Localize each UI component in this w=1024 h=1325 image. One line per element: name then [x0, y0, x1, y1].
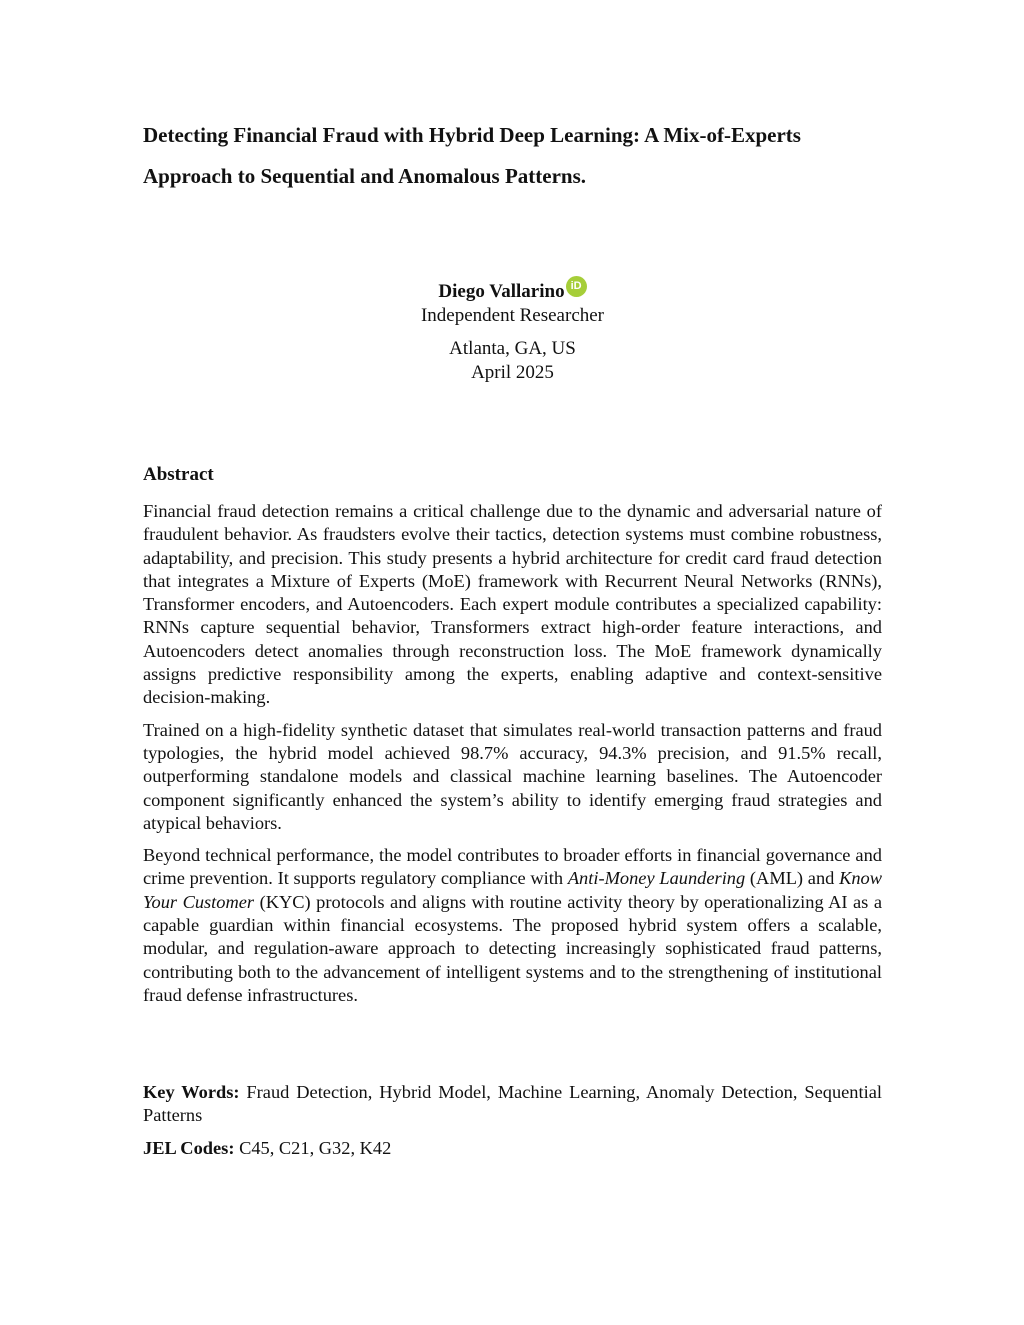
abstract-heading: Abstract	[143, 464, 214, 485]
keywords-label: Key Words:	[143, 1082, 240, 1102]
keywords	[143, 1081, 882, 1128]
jel-label: JEL Codes:	[143, 1138, 235, 1158]
abstract-paragraph-2: Trained on a high-fidelity synthetic dataset that simulates real-world transaction patterns and fraud typologies, the hybrid model achieved 98.7% accuracy, 94.3% precision, and 91.5% recall, outperforming standalone models and classical machine learning baselines. The Autoencoder component significantly enhanced the system’s ability to identify emerging fraud strategies and atypical behaviors.	[143, 719, 882, 833]
abstract-p3-text-c: (KYC) protocols and aligns with routine activity theory by operationalizing AI as a capable guardian within financial ecosystems. The proposed hybrid system offers a scalable, modular, and regulation-aware approach to detecting increasingly sophisticated fraud patterns, contributing both to the advancement of intelligent systems and to the strengthening of institutional fraud defense infrastructures.	[143, 891, 882, 1005]
abstract-p3-text-a: Beyond technical performance, the model contributes to broader efforts in financial governance and crime prevention. It supports regulatory compliance with	[143, 845, 882, 889]
paper-title: Detecting Financial Fraud with Hybrid Deep Learning: A Mix-of-Experts Approach to Sequential and Anomalous Patterns.	[143, 123, 801, 188]
orcid-icon[interactable]: iD	[566, 276, 587, 297]
abstract-p3-text-b: (AML) and	[745, 868, 840, 889]
abstract-paragraph-1: Financial fraud detection remains a critical challenge due to the dynamic and adversarial nature of fraudulent behavior. As fraudsters evolve their tactics, detection systems must combine robustness, adaptability, and precision. This study presents a hybrid architecture for credit card fraud detection that integrates a Mixture of Experts (MoE) framework with Recurrent Neural Networks (RNNs), Transformer encoders, and Autoencoders. Each expert module contributes a specialized capability: RNNs capture sequential behavior, Transformers extract high-order feature interactions, and Autoencoders detect anomalies through reconstruction loss. The MoE framework dynamically assigns predictive responsibility among the experts, enabling adaptive and context-sensitive decision-making.	[143, 501, 882, 708]
author-line	[438, 280, 586, 304]
aml-term: Anti-Money Laundering	[567, 868, 746, 889]
author-block	[143, 280, 882, 385]
author-name: Diego Vallarino	[438, 281, 565, 302]
kyc-term: Know Your Customer	[143, 868, 883, 912]
abstract-body	[143, 500, 882, 1016]
author-affiliation: Independent Researcher	[420, 305, 605, 326]
publication-date: April 2025	[471, 362, 554, 383]
abstract-paragraph-3	[143, 844, 882, 1007]
jel-codes	[143, 1137, 882, 1160]
keywords-text: Fraud Detection, Hybrid Model, Machine Learning, Anomaly Detection, Sequential Patterns	[143, 1082, 882, 1126]
author-location: Atlanta, GA, US	[449, 338, 576, 359]
jel-text: C45, C21, G32, K42	[234, 1138, 392, 1158]
